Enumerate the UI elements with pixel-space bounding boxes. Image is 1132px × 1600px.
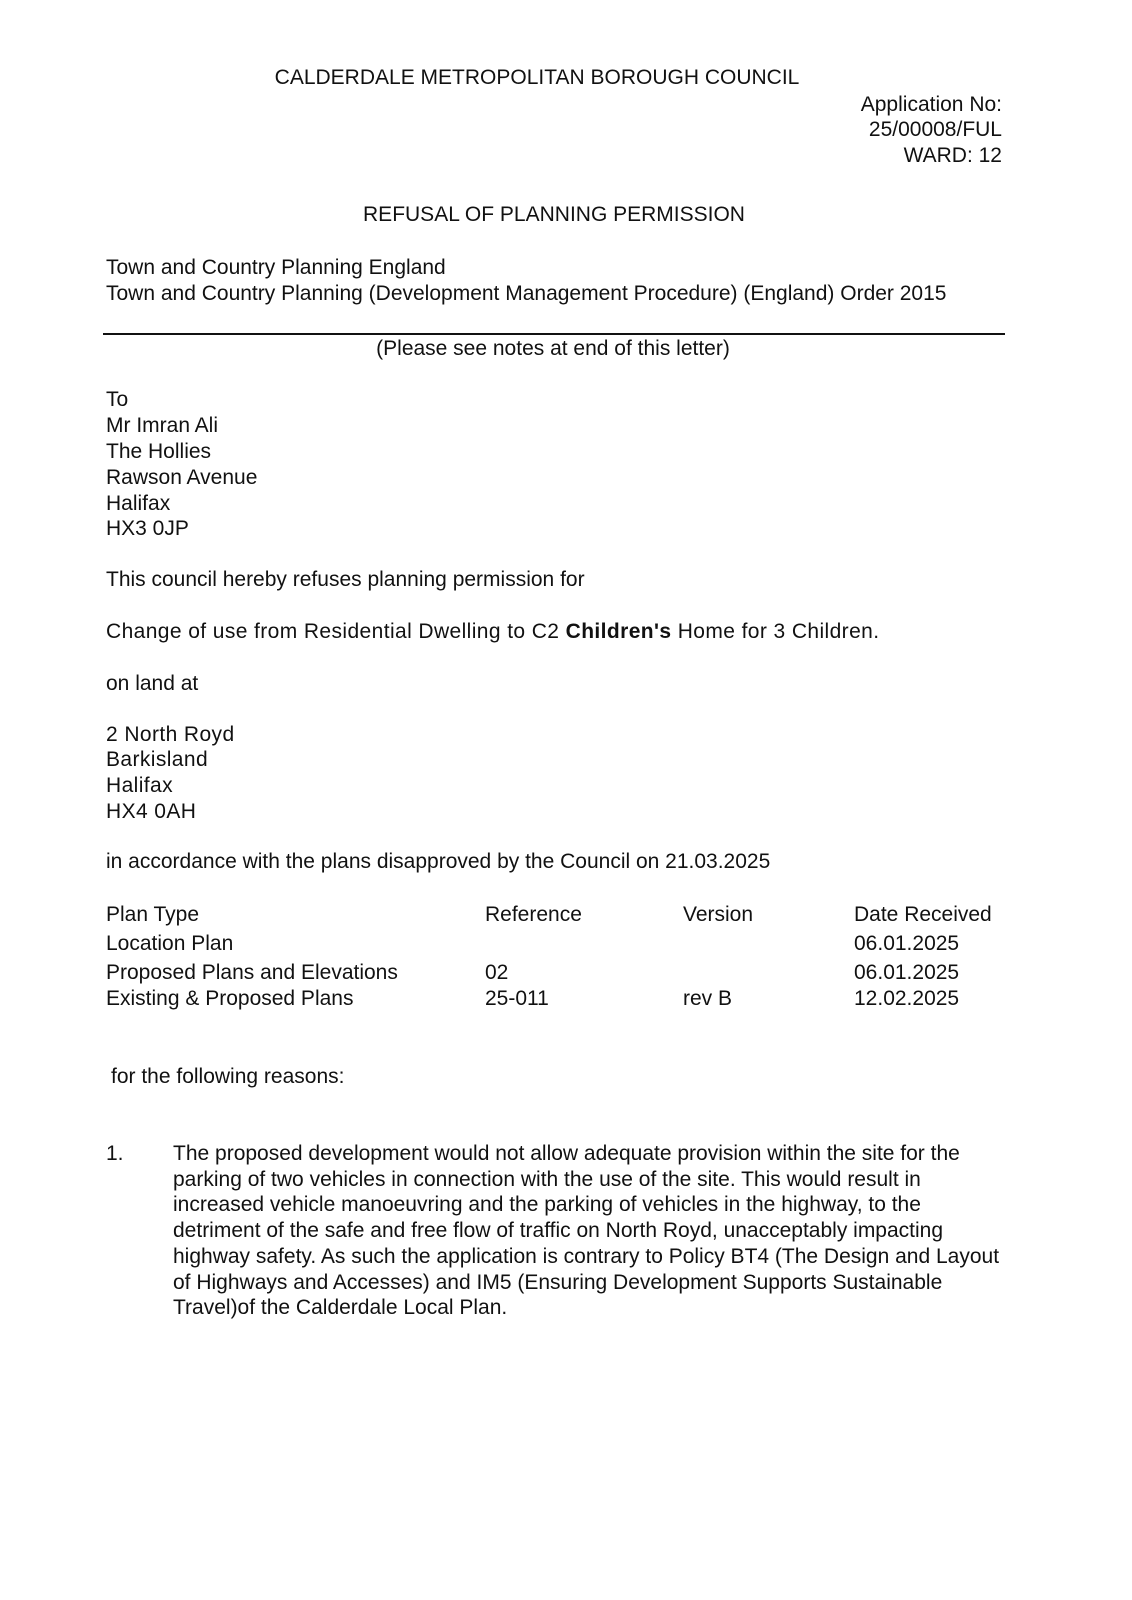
reason-number: 1. [106, 1142, 124, 1165]
proposal-description [106, 619, 879, 645]
address-line: The Hollies [106, 440, 212, 463]
address-line: Rawson Avenue [106, 466, 258, 489]
document-title: REFUSAL OF PLANNING PERMISSION [363, 203, 745, 226]
address-line: Barkisland [106, 748, 209, 771]
application-label: Application No: [860, 93, 1002, 116]
reason-text: The proposed development would not allow adequate provision within the site for the parking of two vehicles in connection with the use of the site. This would result in increased vehicle manoeuvring and the parking of vehicles in the highway, to the detriment of the safe and free flow of traffic on North Royd, unacceptably impacting highway safety. As such the application is contrary to Policy BT4 (The Design and Layout of Highways and Accesses) and IM5 (Ensuring Development Supports Sustainable Travel)of the Calderdale Local Plan. [173, 1142, 1000, 1320]
application-number: 25/00008/FUL [868, 118, 1002, 141]
cell-reference: 25-011 [485, 987, 549, 1010]
address-line: Halifax [106, 492, 171, 515]
divider [103, 333, 1005, 335]
cell-date: 06.01.2025 [854, 961, 960, 984]
refusal-statement: This council hereby refuses planning permission for [106, 568, 585, 591]
address-line: Mr Imran Ali [106, 414, 219, 437]
proposal-bold-text: Children's [565, 620, 672, 643]
header-date-received: Date Received [854, 903, 992, 926]
header-reference: Reference [485, 903, 582, 926]
on-land-at: on land at [106, 672, 199, 695]
cell-plan-type: Location Plan [106, 932, 234, 955]
legislation-line: Town and Country Planning England [106, 256, 446, 279]
address-line: Halifax [106, 774, 173, 797]
cell-date: 06.01.2025 [854, 932, 960, 955]
address-line: 2 North Royd [106, 723, 235, 746]
proposal-text: Home for 3 Children. [671, 620, 880, 643]
accordance-statement: in accordance with the plans disapproved by the Council on 21.03.2025 [106, 850, 771, 873]
address-line: To [106, 388, 129, 411]
proposal-text: Change of use from Residential Dwelling to C2 [106, 620, 566, 643]
reasons-intro: for the following reasons: [111, 1065, 345, 1088]
cell-plan-type: Existing & Proposed Plans [106, 987, 354, 1010]
cell-plan-type: Proposed Plans and Elevations [106, 961, 398, 984]
council-name: CALDERDALE METROPOLITAN BOROUGH COUNCIL [274, 66, 800, 89]
cell-reference: 02 [485, 961, 509, 984]
address-line: HX4 0AH [106, 800, 197, 823]
notes-reference: (Please see notes at end of this letter) [376, 337, 730, 360]
address-line: HX3 0JP [106, 517, 189, 540]
ward: WARD: 12 [903, 144, 1002, 167]
legislation-line: Town and Country Planning (Development Management Procedure) (England) Order 2015 [106, 282, 947, 305]
cell-version: rev B [683, 987, 733, 1010]
header-plan-type: Plan Type [106, 903, 200, 926]
header-version: Version [683, 903, 754, 926]
cell-date: 12.02.2025 [854, 987, 960, 1010]
